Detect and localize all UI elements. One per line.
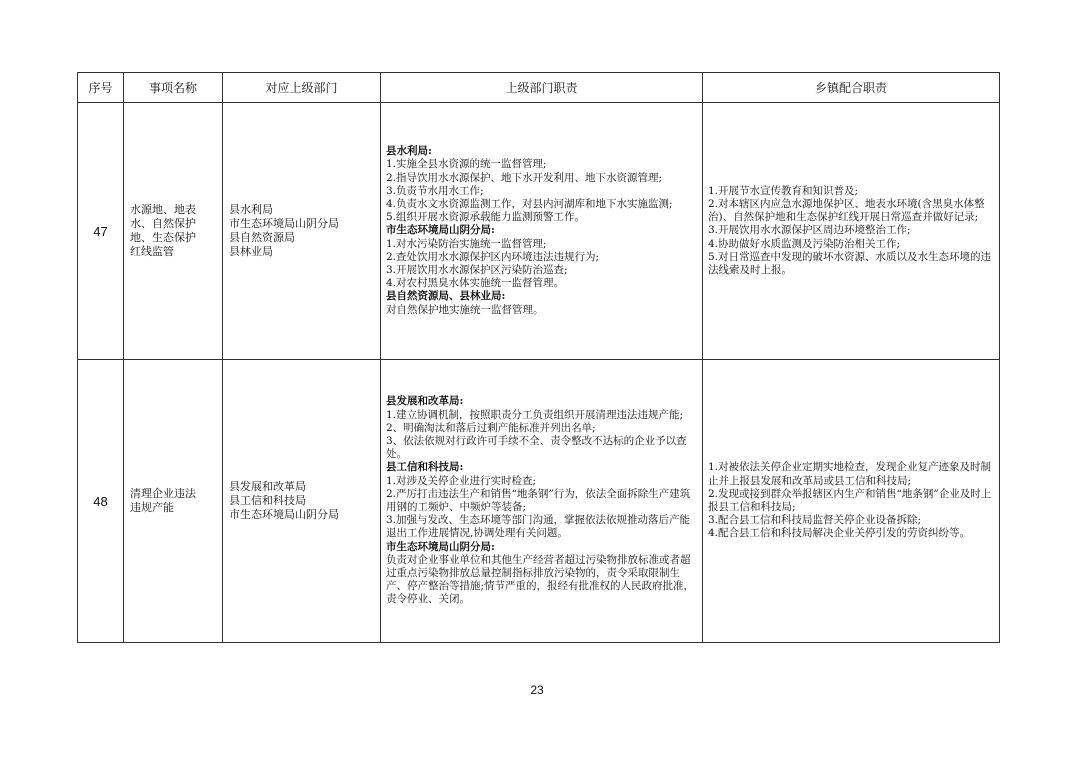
town-duty-line: 2.对本辖区内应急水源地保护区、地表水环境(含黑臭水体整治)、自然保护地和生态保护红线开展日常巡查并做好记录; [708,197,985,224]
duty-line: 2.严厉打击违法生产和销售“地条钢”行为，依法全面拆除生产建筑用钢的工频炉、中频炉等装备; [386,487,691,513]
town-duty-line: 3.配合县工信和科技局监督关停企业设备拆除; [708,514,922,527]
duty-block-title: 县水利局: [386,145,432,158]
item-name-line: 水、自然保护 [130,217,196,230]
department-name: 市生态环境局山阴分局 [229,217,339,230]
town-duty-cell [703,360,1000,643]
duty-line: 1.实施全县水资源的统一监督管理; [386,158,547,171]
row-number: 47 [78,103,124,360]
department-cell [223,360,381,643]
item-name-line: 水源地、地表 [130,203,196,216]
duty-line: 3.加强与发改、生态环境等部门沟通，掌握依法依规推动落后产能退出工作进展情况,协调处理有关问题。 [386,514,691,540]
department-name: 县工信和科技局 [229,494,306,507]
duty-line: 2.查处饮用水水源保护区内环境违法违规行为; [386,250,600,263]
duty-block-title: 市生态环境局山阴分局: [386,540,495,553]
duty-line: 3、依法依规对行政许可手续不全、责令整改不达标的企业予以查处。 [386,434,687,461]
duty-line: 3.负责节水用水工作; [386,184,484,197]
duty-block-title: 县工信和科技局: [386,461,464,474]
department-name: 县自然资源局 [229,231,295,244]
town-duty-line: 3.开展饮用水水源保护区周边环境整治工作; [708,224,911,237]
duty-line: 1.建立协调机制，按照职责分工负责组织开展清理违法违规产能; [386,408,684,421]
upper-duty-cell [381,103,703,360]
duty-line: 2、明确淘汰和落后过剩产能标准并列出名单; [386,421,596,434]
duty-line: 5.组织开展水资源承载能力监测预警工作。 [386,211,586,224]
duty-table [77,72,1000,643]
department-name: 县林业局 [229,245,273,258]
town-duty-line: 2.发现或接到群众举报辖区内生产和销售“地条钢”企业及时上报县工信和科技局; [708,487,992,513]
item-name-cell [124,360,223,643]
table-row [78,103,1000,360]
duty-line: 1.对水污染防治实施统一监督管理; [386,237,547,250]
duty-line: 4.负责水文水资源监测工作，对县内河湖库和地下水实施监测; [386,197,673,210]
duty-block-title: 县发展和改革局: [386,395,464,408]
department-name: 县发展和改革局 [229,480,306,493]
header-row [78,73,1000,103]
town-duty-line: 4.配合县工信和科技局解决企业关停引发的劳资纠纷等。 [708,527,971,540]
duty-line: 对自然保护地实施统一监督管理。 [386,303,544,316]
town-duty-line: 5.对日常巡查中发现的破坏水资源、水质以及水生态环境的违法线索及时上报。 [708,250,992,276]
item-name-line: 地、生态保护 [130,231,196,244]
header-upper-duty: 上级部门职责 [381,73,703,103]
town-duty-line: 4.协助做好水质监测及污染防治相关工作; [708,237,901,250]
row-number: 48 [78,360,124,643]
page-number: 23 [530,683,544,697]
town-duty-cell [703,103,1000,360]
header-no: 序号 [78,73,124,103]
department-name: 市生态环境局山阴分局 [229,508,339,521]
department-cell [223,103,381,360]
table-row [78,360,1000,643]
upper-duty-cell [381,360,703,643]
duty-line: 4.对农村黑臭水体实施统一监督管理。 [386,277,565,290]
item-name-cell [124,103,223,360]
duty-block-title: 市生态环境局山阴分局: [386,224,495,237]
item-name-line: 清理企业违法 [130,487,196,500]
town-duty-line: 1.对被依法关停企业定期实地检查，发现企业复产迹象及时制止并上报县发展和改革局或县工信和科技局; [708,461,992,487]
duty-line: 3.开展饮用水水源保护区污染防治巡查; [386,264,568,276]
duty-block-title: 县自然资源局、县林业局: [386,290,506,303]
item-name-line: 违规产能 [130,501,174,514]
town-duty-line: 1.开展节水宣传教育和知识普及; [708,184,859,197]
duty-line: 负责对企业事业单位和其他生产经营者超过污染物排放标准或者超过重点污染物排放总量控制指标排放污染物的，责令采取限制生产、停产整治等措施;情节严重的，报经有批准权的人民政府批准，责令停业、关闭。 [386,553,695,606]
item-name-line: 红线监管 [130,245,174,258]
header-town-duty: 乡镇配合职责 [703,73,1000,103]
department-name: 县水利局 [229,203,273,216]
duty-line: 1.对涉及关停企业进行实时检查; [386,474,537,487]
header-item: 事项名称 [124,73,223,103]
header-dept: 对应上级部门 [223,73,381,103]
duty-line: 2.指导饮用水水源保护、地下水开发利用、地下水资源管理; [386,171,663,184]
